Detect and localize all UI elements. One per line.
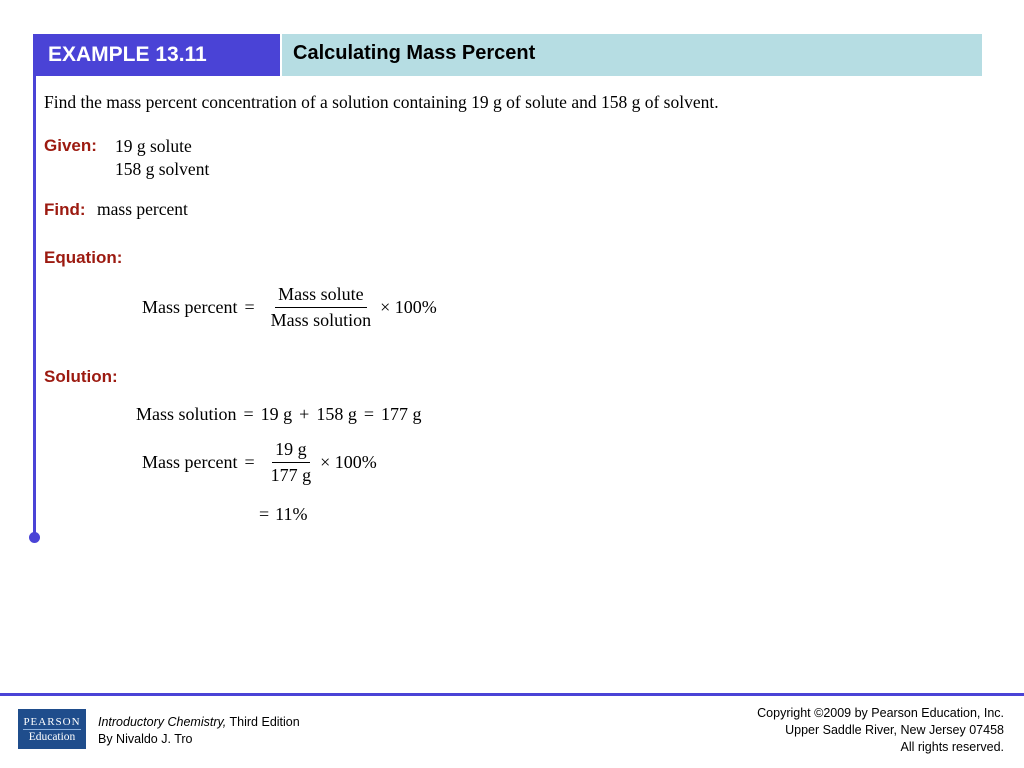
pearson-logo xyxy=(18,709,86,749)
find-text: mass percent xyxy=(97,199,188,219)
mass-percent-equation xyxy=(142,284,437,331)
solution-label: Solution: xyxy=(44,367,118,386)
equation-equals: = xyxy=(244,297,255,317)
solution3-result: 11% xyxy=(275,504,308,524)
equation-numerator: Mass solute xyxy=(275,284,367,308)
solution1-equals: = xyxy=(243,404,254,424)
copyright-notice xyxy=(757,705,1004,756)
example-label: EXAMPLE 13.11 xyxy=(48,43,207,66)
left-accent-dot xyxy=(29,532,40,543)
solution1-solute: 19 g xyxy=(260,404,293,424)
solution1-equals-2: = xyxy=(363,404,374,424)
solution1-plus: + xyxy=(299,404,310,424)
solution-line-3 xyxy=(259,504,307,525)
solution2-denominator: 177 g xyxy=(270,465,312,485)
solution2-numerator: 19 g xyxy=(272,439,310,463)
given-line-2: 158 g solvent xyxy=(115,159,210,179)
copyright-line-3: All rights reserved. xyxy=(900,740,1004,754)
book-info xyxy=(98,714,300,748)
copyright-line-2: Upper Saddle River, New Jersey 07458 xyxy=(785,723,1004,737)
example-title: Calculating Mass Percent xyxy=(293,42,536,64)
solution1-solvent: 158 g xyxy=(316,404,357,424)
solution-line-2 xyxy=(142,439,377,486)
solution-line-1 xyxy=(136,404,421,425)
equation-fraction xyxy=(268,284,375,331)
solution2-fraction xyxy=(268,439,315,486)
solution1-lhs: Mass solution xyxy=(136,404,237,424)
book-edition: Third Edition xyxy=(226,715,300,729)
title-banner xyxy=(282,34,982,76)
problem-statement: Find the mass percent concentration of a solution containing 19 g of solute and 158 g of solvent. xyxy=(44,92,719,112)
book-title: Introductory Chemistry, xyxy=(98,715,227,729)
equation-lhs: Mass percent xyxy=(142,297,238,317)
footer-divider xyxy=(0,693,1024,696)
solution1-result: 177 g xyxy=(380,404,422,424)
logo-text-bottom: Education xyxy=(28,730,76,743)
equation-label: Equation: xyxy=(44,248,123,267)
logo-text-top: PEARSON xyxy=(23,715,81,728)
solution2-times: × 100% xyxy=(320,452,377,472)
book-author: By Nivaldo J. Tro xyxy=(98,732,193,746)
given-label: Given: xyxy=(44,136,97,155)
copyright-line-1: Copyright ©2009 by Pearson Education, Inc. xyxy=(757,706,1004,720)
equation-denominator: Mass solution xyxy=(270,310,372,330)
solution2-equals: = xyxy=(244,452,255,472)
find-label: Find: xyxy=(44,200,86,219)
equation-times: × 100% xyxy=(380,297,437,317)
example-number-banner xyxy=(36,34,280,76)
given-line-1: 19 g solute xyxy=(115,136,192,156)
solution3-equals: = xyxy=(259,504,270,524)
solution2-lhs: Mass percent xyxy=(142,452,238,472)
left-accent-line xyxy=(33,34,36,538)
